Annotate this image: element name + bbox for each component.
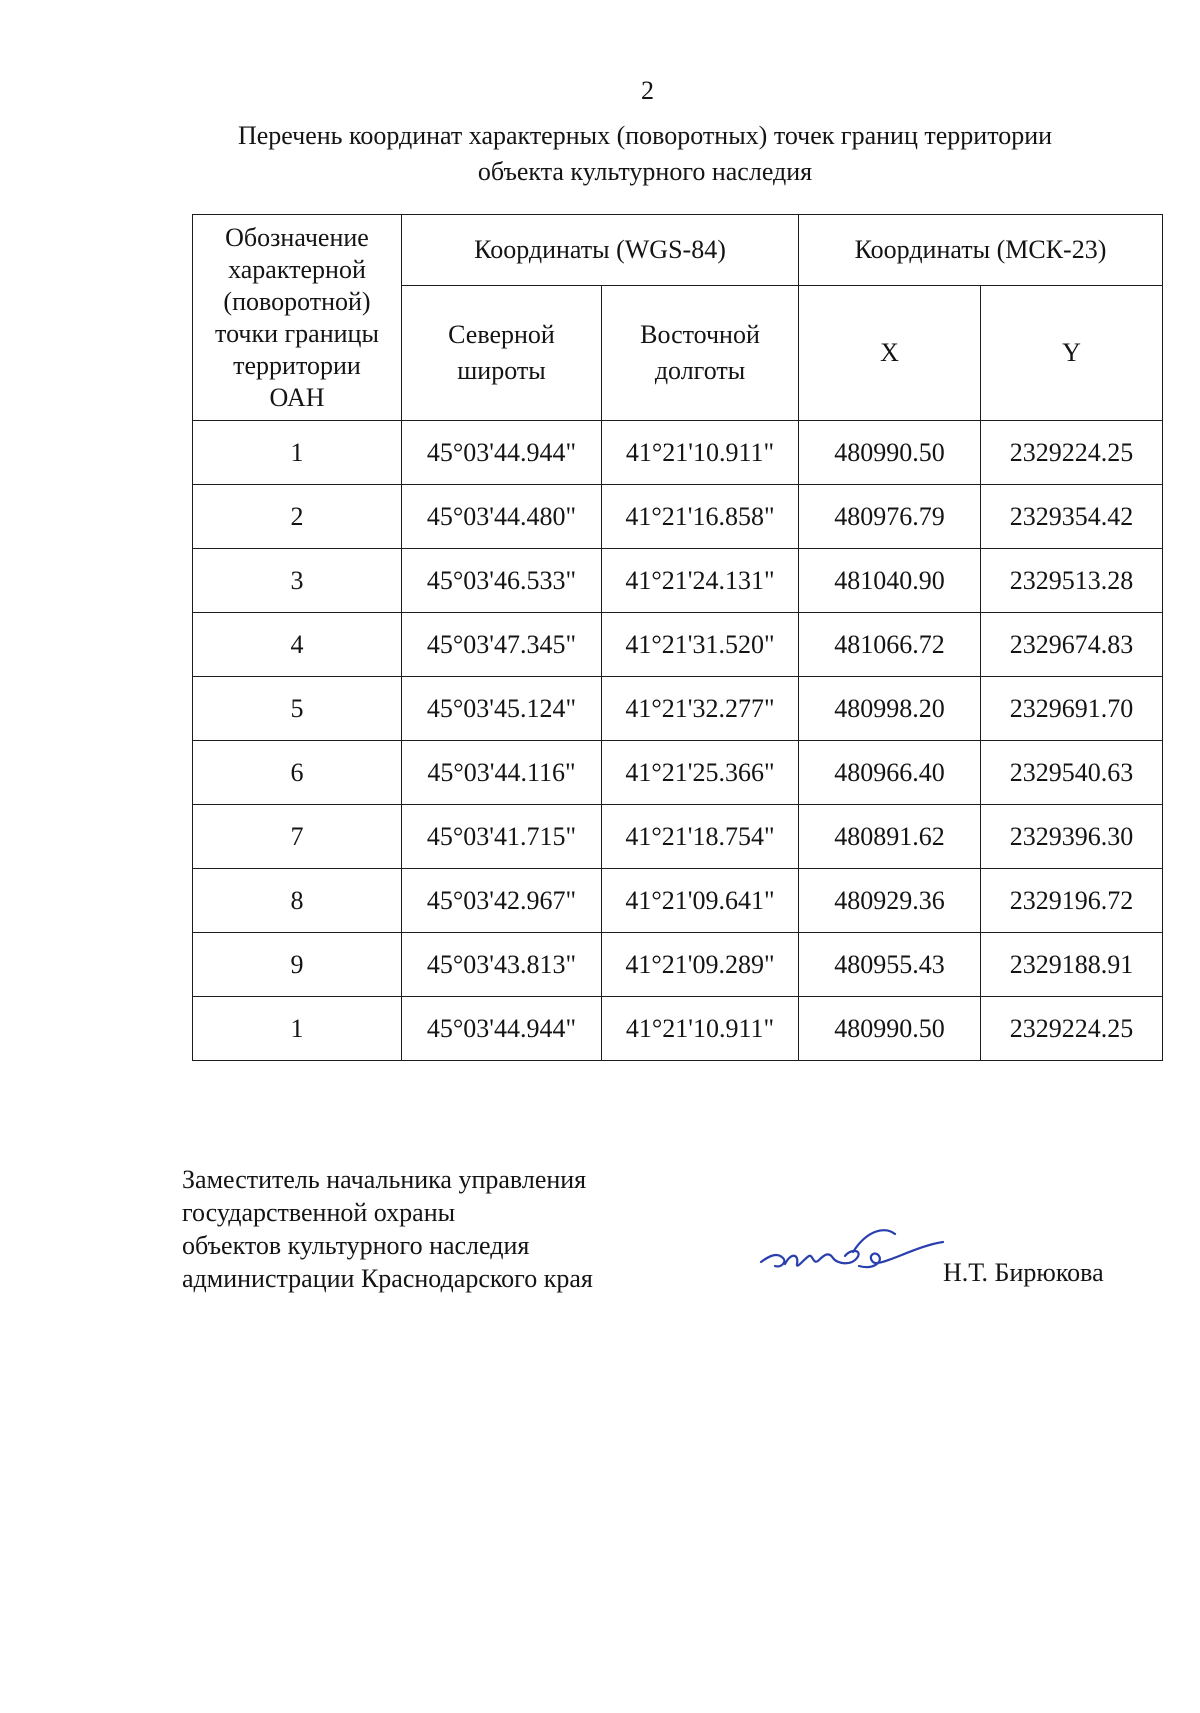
cell-point: 2 — [193, 485, 402, 549]
cell-x: 480976.79 — [799, 485, 981, 549]
document-title — [150, 118, 1140, 190]
cell-point: 8 — [193, 869, 402, 933]
cell-longitude: 41°21'32.277" — [602, 677, 799, 741]
cell-longitude: 41°21'10.911" — [602, 997, 799, 1061]
cell-y: 2329513.28 — [981, 549, 1163, 613]
cell-y: 2329354.42 — [981, 485, 1163, 549]
header-designation-line: (поворотной) — [223, 286, 371, 316]
header-east-longitude-line: Восточной — [640, 320, 760, 349]
header-north-latitude — [402, 286, 602, 421]
cell-point: 3 — [193, 549, 402, 613]
cell-longitude: 41°21'09.641" — [602, 869, 799, 933]
cell-x: 481040.90 — [799, 549, 981, 613]
cell-longitude: 41°21'25.366" — [602, 741, 799, 805]
cell-point: 1 — [193, 997, 402, 1061]
cell-latitude: 45°03'47.345" — [402, 613, 602, 677]
cell-latitude: 45°03'46.533" — [402, 549, 602, 613]
cell-longitude: 41°21'18.754" — [602, 805, 799, 869]
cell-longitude: 41°21'10.911" — [602, 421, 799, 485]
cell-latitude: 45°03'42.967" — [402, 869, 602, 933]
cell-y: 2329196.72 — [981, 869, 1163, 933]
header-designation-line: территории — [233, 350, 361, 380]
cell-point: 1 — [193, 421, 402, 485]
cell-longitude: 41°21'16.858" — [602, 485, 799, 549]
table-row — [193, 933, 1163, 997]
header-designation-line: характерной — [228, 254, 366, 284]
cell-y: 2329224.25 — [981, 421, 1163, 485]
signer-position-line: государственной охраны — [182, 1198, 456, 1227]
table-row — [193, 485, 1163, 549]
table-row — [193, 677, 1163, 741]
cell-point: 7 — [193, 805, 402, 869]
page-number: 2 — [641, 76, 654, 105]
header-designation-line: точки границы — [215, 318, 379, 348]
cell-x: 481066.72 — [799, 613, 981, 677]
signature-icon — [755, 1222, 945, 1282]
cell-y: 2329674.83 — [981, 613, 1163, 677]
signer-position — [182, 1163, 702, 1295]
cell-longitude: 41°21'24.131" — [602, 549, 799, 613]
cell-point: 9 — [193, 933, 402, 997]
table-row — [193, 421, 1163, 485]
cell-longitude: 41°21'31.520" — [602, 613, 799, 677]
document-title-line-1: Перечень координат характерных (поворотных) точек границ территории — [237, 121, 1053, 150]
cell-latitude: 45°03'44.480" — [402, 485, 602, 549]
table-row — [193, 741, 1163, 805]
header-north-latitude-line: Северной — [448, 320, 555, 349]
header-designation-line: Обозначение — [225, 222, 369, 252]
table-row — [193, 805, 1163, 869]
cell-y: 2329188.91 — [981, 933, 1163, 997]
table-row — [193, 613, 1163, 677]
cell-longitude: 41°21'09.289" — [602, 933, 799, 997]
cell-y: 2329540.63 — [981, 741, 1163, 805]
header-designation-line: ОАН — [269, 382, 325, 412]
cell-point: 5 — [193, 677, 402, 741]
signer-position-line: администрации Краснодарского края — [182, 1264, 593, 1293]
cell-x: 480990.50 — [799, 421, 981, 485]
cell-x: 480966.40 — [799, 741, 981, 805]
cell-latitude: 45°03'43.813" — [402, 933, 602, 997]
header-y: Y — [981, 286, 1163, 421]
table-row — [193, 869, 1163, 933]
cell-latitude: 45°03'41.715" — [402, 805, 602, 869]
cell-y: 2329396.30 — [981, 805, 1163, 869]
cell-x: 480929.36 — [799, 869, 981, 933]
cell-x: 480955.43 — [799, 933, 981, 997]
cell-latitude: 45°03'45.124" — [402, 677, 602, 741]
cell-x: 480998.20 — [799, 677, 981, 741]
header-msk23: Координаты (МСК-23) — [799, 215, 1163, 286]
table-header-row — [193, 215, 1163, 286]
cell-x: 480891.62 — [799, 805, 981, 869]
cell-latitude: 45°03'44.944" — [402, 997, 602, 1061]
cell-y: 2329224.25 — [981, 997, 1163, 1061]
cell-x: 480990.50 — [799, 997, 981, 1061]
document-title-line-2: объекта культурного наследия — [477, 157, 813, 186]
table-row — [193, 549, 1163, 613]
cell-point: 6 — [193, 741, 402, 805]
header-north-latitude-line: широты — [457, 356, 546, 385]
header-x: X — [799, 286, 981, 421]
signer-position-line: Заместитель начальника управления — [182, 1165, 587, 1194]
table-row — [193, 997, 1163, 1061]
coordinates-table — [192, 214, 1163, 1061]
cell-y: 2329691.70 — [981, 677, 1163, 741]
signer-position-line: объектов культурного наследия — [182, 1231, 530, 1260]
cell-latitude: 45°03'44.944" — [402, 421, 602, 485]
cell-latitude: 45°03'44.116" — [402, 741, 602, 805]
header-east-longitude-line: долготы — [654, 356, 746, 385]
cell-point: 4 — [193, 613, 402, 677]
header-point-designation — [193, 215, 402, 421]
header-east-longitude — [602, 286, 799, 421]
signer-name: Н.Т. Бирюкова — [943, 1258, 1104, 1287]
header-wgs84: Координаты (WGS-84) — [402, 215, 799, 286]
